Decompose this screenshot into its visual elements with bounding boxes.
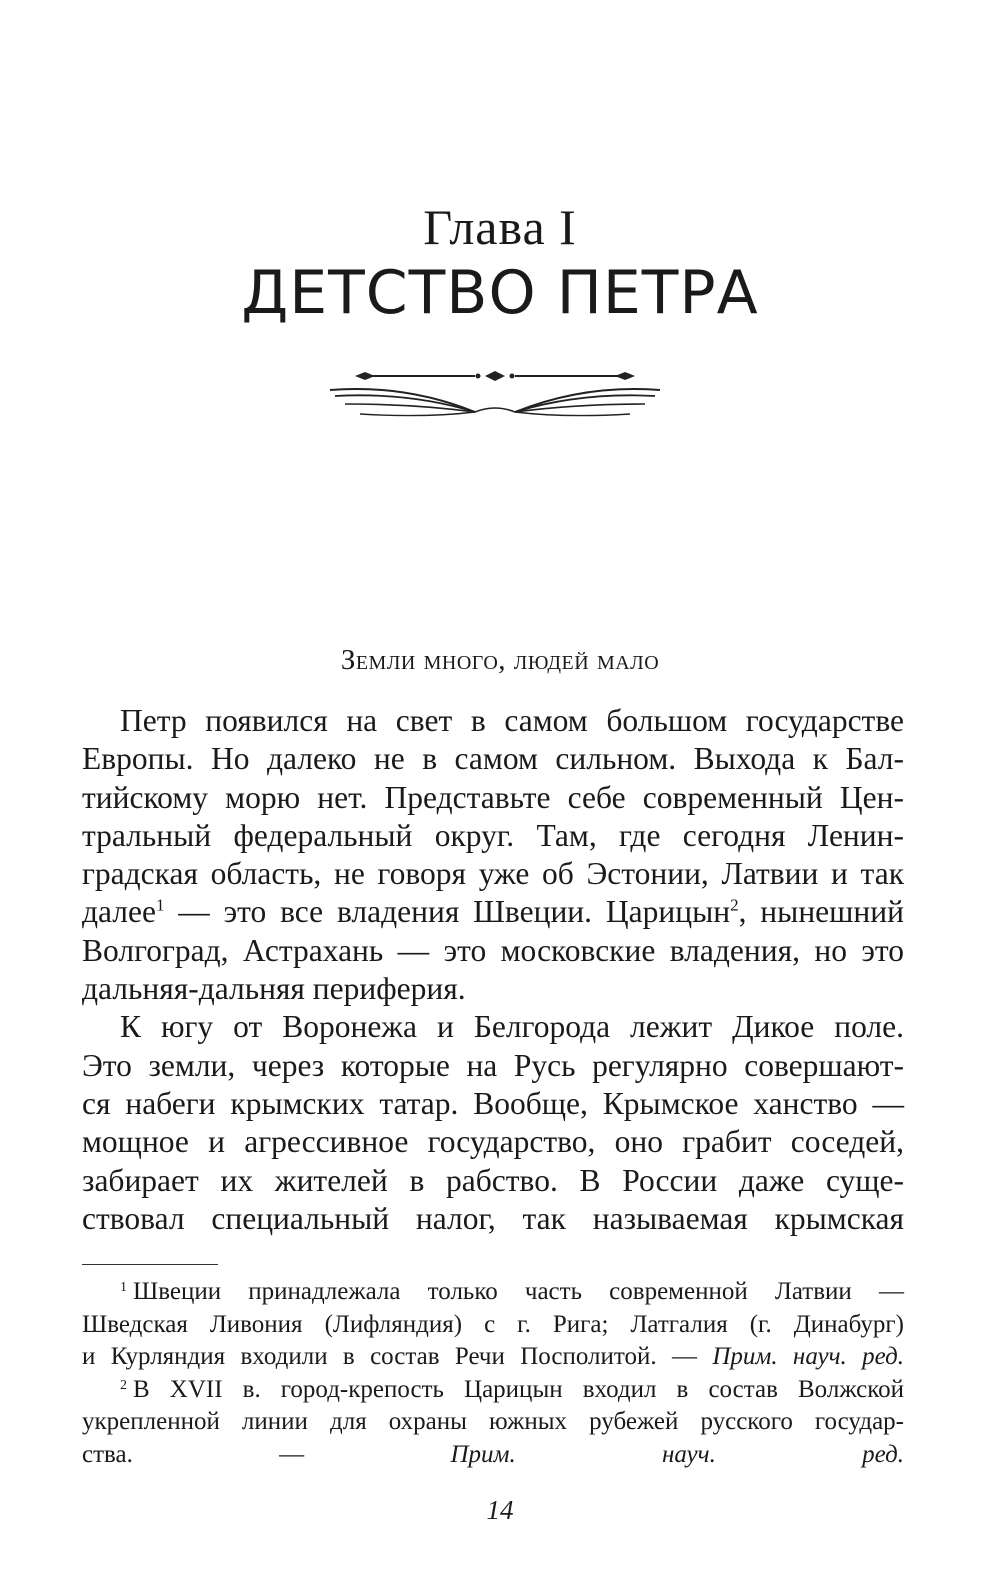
footnote-text: ства. — bbox=[82, 1440, 305, 1468]
page-number: 14 bbox=[486, 1495, 514, 1525]
flourish-ornament-icon bbox=[325, 360, 665, 430]
footnote-attribution: Прим. науч. ред. bbox=[712, 1343, 904, 1370]
text-line: забирает их жителей в рабство. В России даже суще- bbox=[82, 1162, 904, 1198]
chapter-title: ДЕТСТВО ПЕТРА bbox=[241, 258, 759, 328]
footnote-divider bbox=[82, 1264, 218, 1265]
text-line: К югу от Воронежа и Белгорода лежит Дикое поле. bbox=[120, 1009, 904, 1045]
text-line: градская область, не говоря уже об Эстонии, Латвии и так bbox=[82, 856, 904, 892]
footnote-line: укрепленной линии для охраны южных рубежей русского государ- bbox=[82, 1408, 904, 1435]
text-line: дальняя-дальняя периферия. bbox=[82, 971, 466, 1007]
text-line: тральный федеральный округ. Там, где сегодня Ленин- bbox=[82, 817, 904, 853]
footnote-attribution: Прим. науч. ред. bbox=[450, 1440, 904, 1468]
text-fragment: , нынешний bbox=[738, 894, 904, 930]
footnote-line: Шведская Ливония (Лифляндия) с г. Рига; Латгалия (г. Динабург) bbox=[82, 1310, 904, 1338]
text-line: Петр появился на свет в самом большом государстве bbox=[120, 703, 904, 738]
text-fragment: — это все владения Швеции. Царицын bbox=[164, 894, 731, 930]
section-heading: Земли много, людей мало bbox=[340, 644, 660, 676]
footnote-line bbox=[82, 1374, 904, 1407]
footnote-line bbox=[82, 1439, 904, 1472]
paragraph-2 bbox=[82, 1008, 904, 1238]
text-line: тийскому морю нет. Представьте себе современный Цен- bbox=[82, 779, 904, 815]
footnote-marker: 1 bbox=[120, 1280, 127, 1295]
text-line: ствовал специальный налог, так называемая крымская bbox=[82, 1200, 904, 1236]
footnote-1 bbox=[82, 1276, 904, 1374]
chapter-label: Глава I bbox=[423, 199, 577, 255]
paragraph-1 bbox=[82, 702, 904, 1008]
footnote-line bbox=[82, 1341, 904, 1374]
footnote-2 bbox=[82, 1374, 904, 1472]
footnote-ref-2: 2 bbox=[730, 895, 739, 915]
text-line: мощное и агрессивное государство, оно грабит соседей, bbox=[82, 1124, 904, 1160]
text-line: Волгоград, Астрахань — это московские владения, но это bbox=[82, 932, 904, 968]
footnote-text: В XVII в. город-крепость Царицын входил в состав Волжской bbox=[133, 1375, 904, 1403]
footnote-line bbox=[82, 1276, 904, 1309]
body-text bbox=[82, 702, 904, 1238]
text-line: Европы. Но далеко не в самом сильном. Выхода к Бал- bbox=[82, 741, 904, 777]
footnote-marker: 2 bbox=[120, 1377, 127, 1393]
footnote-text: Швеции принадлежала только часть современной Латвии — bbox=[133, 1278, 904, 1305]
text-fragment: далее bbox=[82, 894, 156, 930]
footnote-text: и Курляндия входили в состав Речи Посполитой. — bbox=[82, 1343, 697, 1370]
footnote-ref-1: 1 bbox=[155, 895, 165, 915]
footnotes bbox=[82, 1276, 904, 1471]
text-line: ся набеги крымских татар. Вообще, Крымское ханство — bbox=[82, 1085, 904, 1121]
text-line-with-footnotes bbox=[82, 893, 904, 931]
text-line: Это земли, через которые на Русь регулярно совершают- bbox=[82, 1047, 904, 1083]
